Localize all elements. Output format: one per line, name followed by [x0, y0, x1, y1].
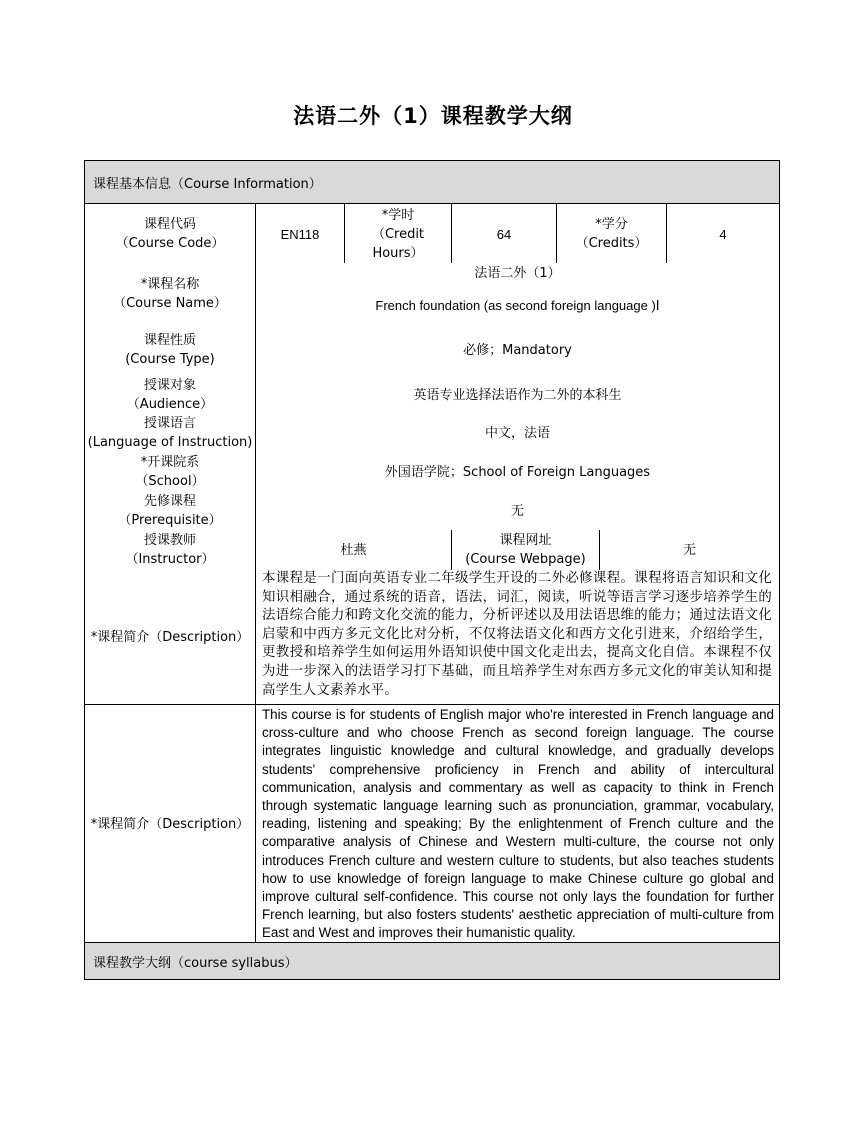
value-course-code: EN118 [280, 226, 320, 242]
value-prerequisite: 无 [510, 503, 524, 519]
value-course-type: 必修；Mandatory [463, 342, 572, 358]
description-en-text: This course is for students of English major who're interested in French language and cross-culture and who choose French as second foreign language. The course integrates linguistic knowledge and cultural knowledge, and gradually develops students' comprehensive proficiency in French and ability of intercultural communication, analysis and commentary as well as capacity to think in French through systematic language learning such as pronunciation, grammar, vocabulary, reading, listening and speaking; By the enlightenment of French culture and the comparative analysis of Chinese and Western multi-culture, the course not only introduces French culture and western culture to students, but also teaches students how to use knowledge of foreign language to make Chinese culture go global and improve cultural self-confidence. This course not only lays the foundation for further French learning, but also fosters students' aesthetic appreciation of multi-culture from East and West and improves their humanistic quality. [262, 707, 774, 941]
label-instructor: 授课教师 （Instructor） [125, 533, 215, 567]
value-credits: 4 [719, 226, 727, 242]
label-course-code: 课程代码 （Course Code） [115, 217, 225, 251]
value-instructor: 杜燕 [340, 542, 367, 558]
label-school: *开课院系 （School） [135, 455, 205, 489]
value-course-name-en: French foundation (as second foreign language )Ⅰ [375, 297, 660, 313]
value-course-webpage: 无 [682, 542, 696, 558]
value-audience: 英语专业选择法语作为二外的本科生 [413, 387, 622, 403]
value-school: 外国语学院；School of Foreign Languages [384, 464, 651, 480]
label-course-type: 课程性质 (Course Type) [125, 333, 215, 367]
label-credit-hours: *学时 （Credit Hours） [371, 207, 425, 261]
label-prerequisite: 先修课程 （Prerequisite） [118, 494, 222, 528]
value-course-name-zh: 法语二外（1） [474, 265, 561, 281]
value-language: 中文，法语 [484, 425, 550, 441]
label-description-zh: *课程简介（Description） [90, 629, 250, 645]
label-credits: *学分 （Credits） [575, 217, 648, 251]
page-title: 法语二外（1）课程教学大纲 [293, 104, 573, 128]
label-audience: 授课对象 （Audience） [126, 378, 214, 412]
label-language: 授课语言 (Language of Instruction) [87, 416, 253, 450]
description-zh-text: 本课程是一门面向英语专业二年级学生开设的二外必修课程。课程将语言知识和文化知识相融合，通过系统的语音，语法，词汇，阅读，听说等语言学习逐步培养学生的法语综合能力和跨文化交流的能力，分析评述以及用法语思维的能力；通过法语文化启蒙和中西方多元文化比对分析，不仅将法语文化和西方文化引进来，介绍给学生，更教授和培养学生如何运用外语知识使中国文化走出去，提高文化自信。本课程不仅为进一步深入的法语学习打下基础，而且培养学生对东西方多元文化的审美认知和提高学生人文素养水平。 [262, 571, 772, 698]
section-course-information: 课程基本信息（Course Information） [93, 177, 322, 192]
rule-description-split [85, 704, 779, 705]
label-course-name: *课程名称 （Course Name） [113, 277, 227, 311]
label-course-webpage: 课程网址 (Course Webpage) [465, 533, 586, 567]
value-credit-hours: 64 [496, 226, 512, 242]
section-course-syllabus: 课程教学大纲（course syllabus） [93, 956, 298, 971]
label-description-en: *课程简介（Description） [90, 816, 250, 832]
